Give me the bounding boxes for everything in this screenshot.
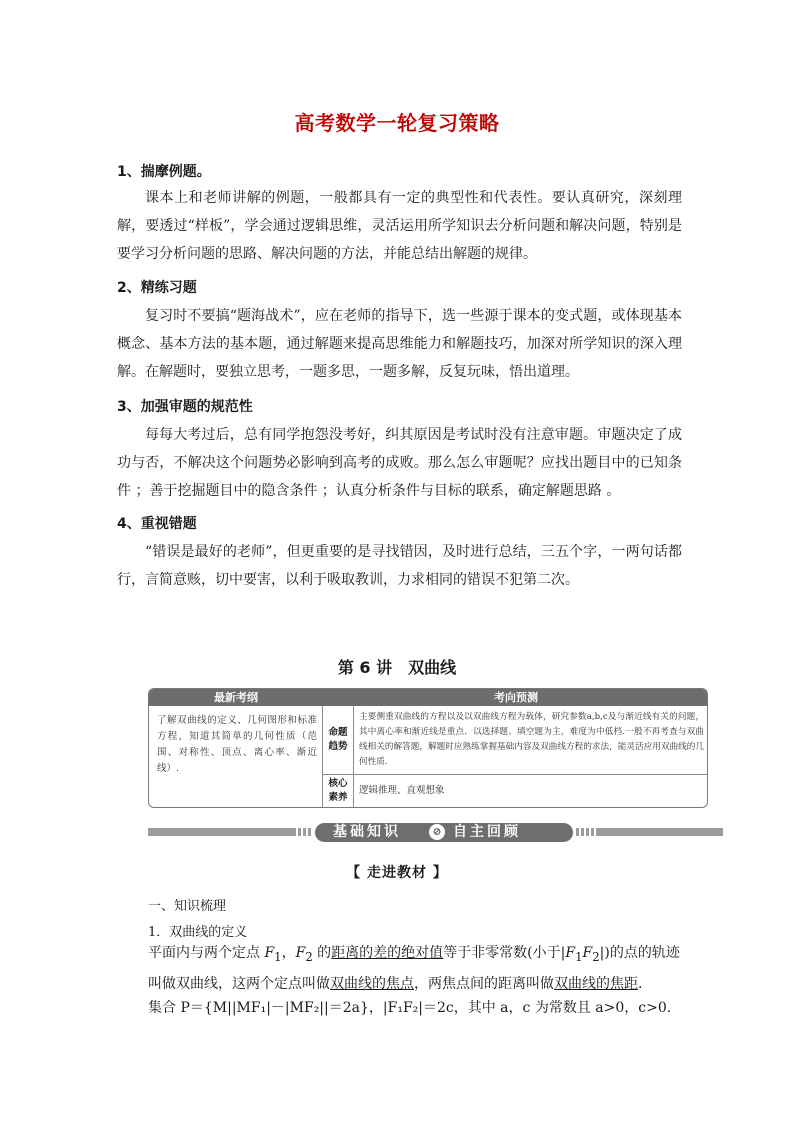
section-heading-2: 2、精练习题: [117, 280, 197, 296]
section-heading-4: 4、重视错题: [117, 516, 197, 532]
underlined-term-3: 双曲线的焦距: [554, 975, 638, 992]
section-heading-1: 1、揣摩例题。: [117, 164, 211, 180]
table-row2-text: 逻辑推理、直观想象: [359, 785, 445, 796]
exam-outline-table: [148, 688, 708, 808]
section-banner: [148, 823, 723, 841]
knowledge-heading: 一、知识梳理: [148, 899, 227, 914]
table-row2-label: 核心 素养: [328, 778, 348, 803]
underlined-term-2: 双曲线的焦点: [330, 975, 414, 992]
textbook-section-title: 【 走进教材 】: [346, 865, 448, 881]
table-row1-text: 主要侧重双曲线的方程以及以双曲线方程为载体，研究参数a,b,c及与渐近线有关的问题，其中离心率和渐近线是重点．以选择题、填空题为主，难度为中低档.一般不再考查与双曲线相关的解答题，解题时应熟练掌握基础内容及双曲线方程的求法，能灵活应用双曲线的几何性质.: [359, 712, 704, 767]
section-body-2: 复习时不要搞“题海战术”，应在老师的指导下，选一些源于课本的变式题，或体现基本概念、基本方法的基本题，通过解题来提高思维能力和解题技巧，加深对所学知识的深入理解。在解题时，要独立思考，一题多思，一题多解，反复玩味，悟出道理。: [117, 308, 682, 380]
table-header-left: 最新考纲: [214, 691, 258, 704]
banner-right-text: 自主回顾: [453, 824, 521, 840]
section-body-1: 课本上和老师讲解的例题，一般都具有一定的典型性和代表性。要认真研究，深刻理解，要透过“样板”，学会通过逻辑思维，灵活运用所学知识去分析问题和解决问题，特别是要学习分析问题的思路、解决问题的方法，并能总结出解题的规律。: [117, 190, 682, 262]
page-title: 高考数学一轮复习策略: [294, 111, 500, 135]
lecture-title: 第 6 讲 双曲线: [337, 658, 457, 677]
definition-paragraph: 平面内与两个定点 $F_1$，$F_2$ 的距离的差的绝对值等于非零常数(小于$|F_1F_2|$)的点的轨迹叫做双曲线，这两个定点叫做双曲线的焦点，两焦点间的距离叫做双曲线的焦距.: [148, 945, 680, 992]
table-header-right: 考向预测: [494, 691, 538, 704]
banner-left-text: 基础知识: [333, 824, 401, 840]
set-definition: 集合 P＝{M||MF₁|－|MF₂||＝2a}，|F₁F₂|＝2c，其中 a，c 为常数且 a>0，c>0.: [148, 1000, 672, 1016]
section-heading-3: 3、加强审题的规范性: [117, 399, 253, 415]
section-body-3: 每每大考过后，总有同学抱怨没考好，纠其原因是考试时没有注意审题。审题决定了成功与否，不解决这个问题势必影响到高考的成败。那么怎么审题呢？应找出题目中的已知条件 ；善于挖掘题目中的隐含条件 ；认真分析条件与目标的联系，确定解题思路 。: [117, 427, 682, 499]
section-body-4: “错误是最好的老师”，但更重要的是寻找错因，及时进行总结，三五个字，一两句话都行，言简意赅，切中要害，以利于吸取教训，力求相同的错误不犯第二次。: [117, 544, 682, 588]
table-row1-label: 命题 趋势: [328, 727, 348, 752]
definition-heading: 1．双曲线的定义: [148, 925, 248, 940]
banner-pill: [315, 823, 573, 842]
underlined-term-1: 距离的差的绝对值: [331, 945, 444, 961]
pen-icon: ⊘: [429, 824, 445, 840]
table-left-cell: 了解双曲线的定义、几何图形和标准方程，知道其简单的几何性质（范围、对称性、顶点、离心率、渐近线）.: [157, 715, 317, 774]
